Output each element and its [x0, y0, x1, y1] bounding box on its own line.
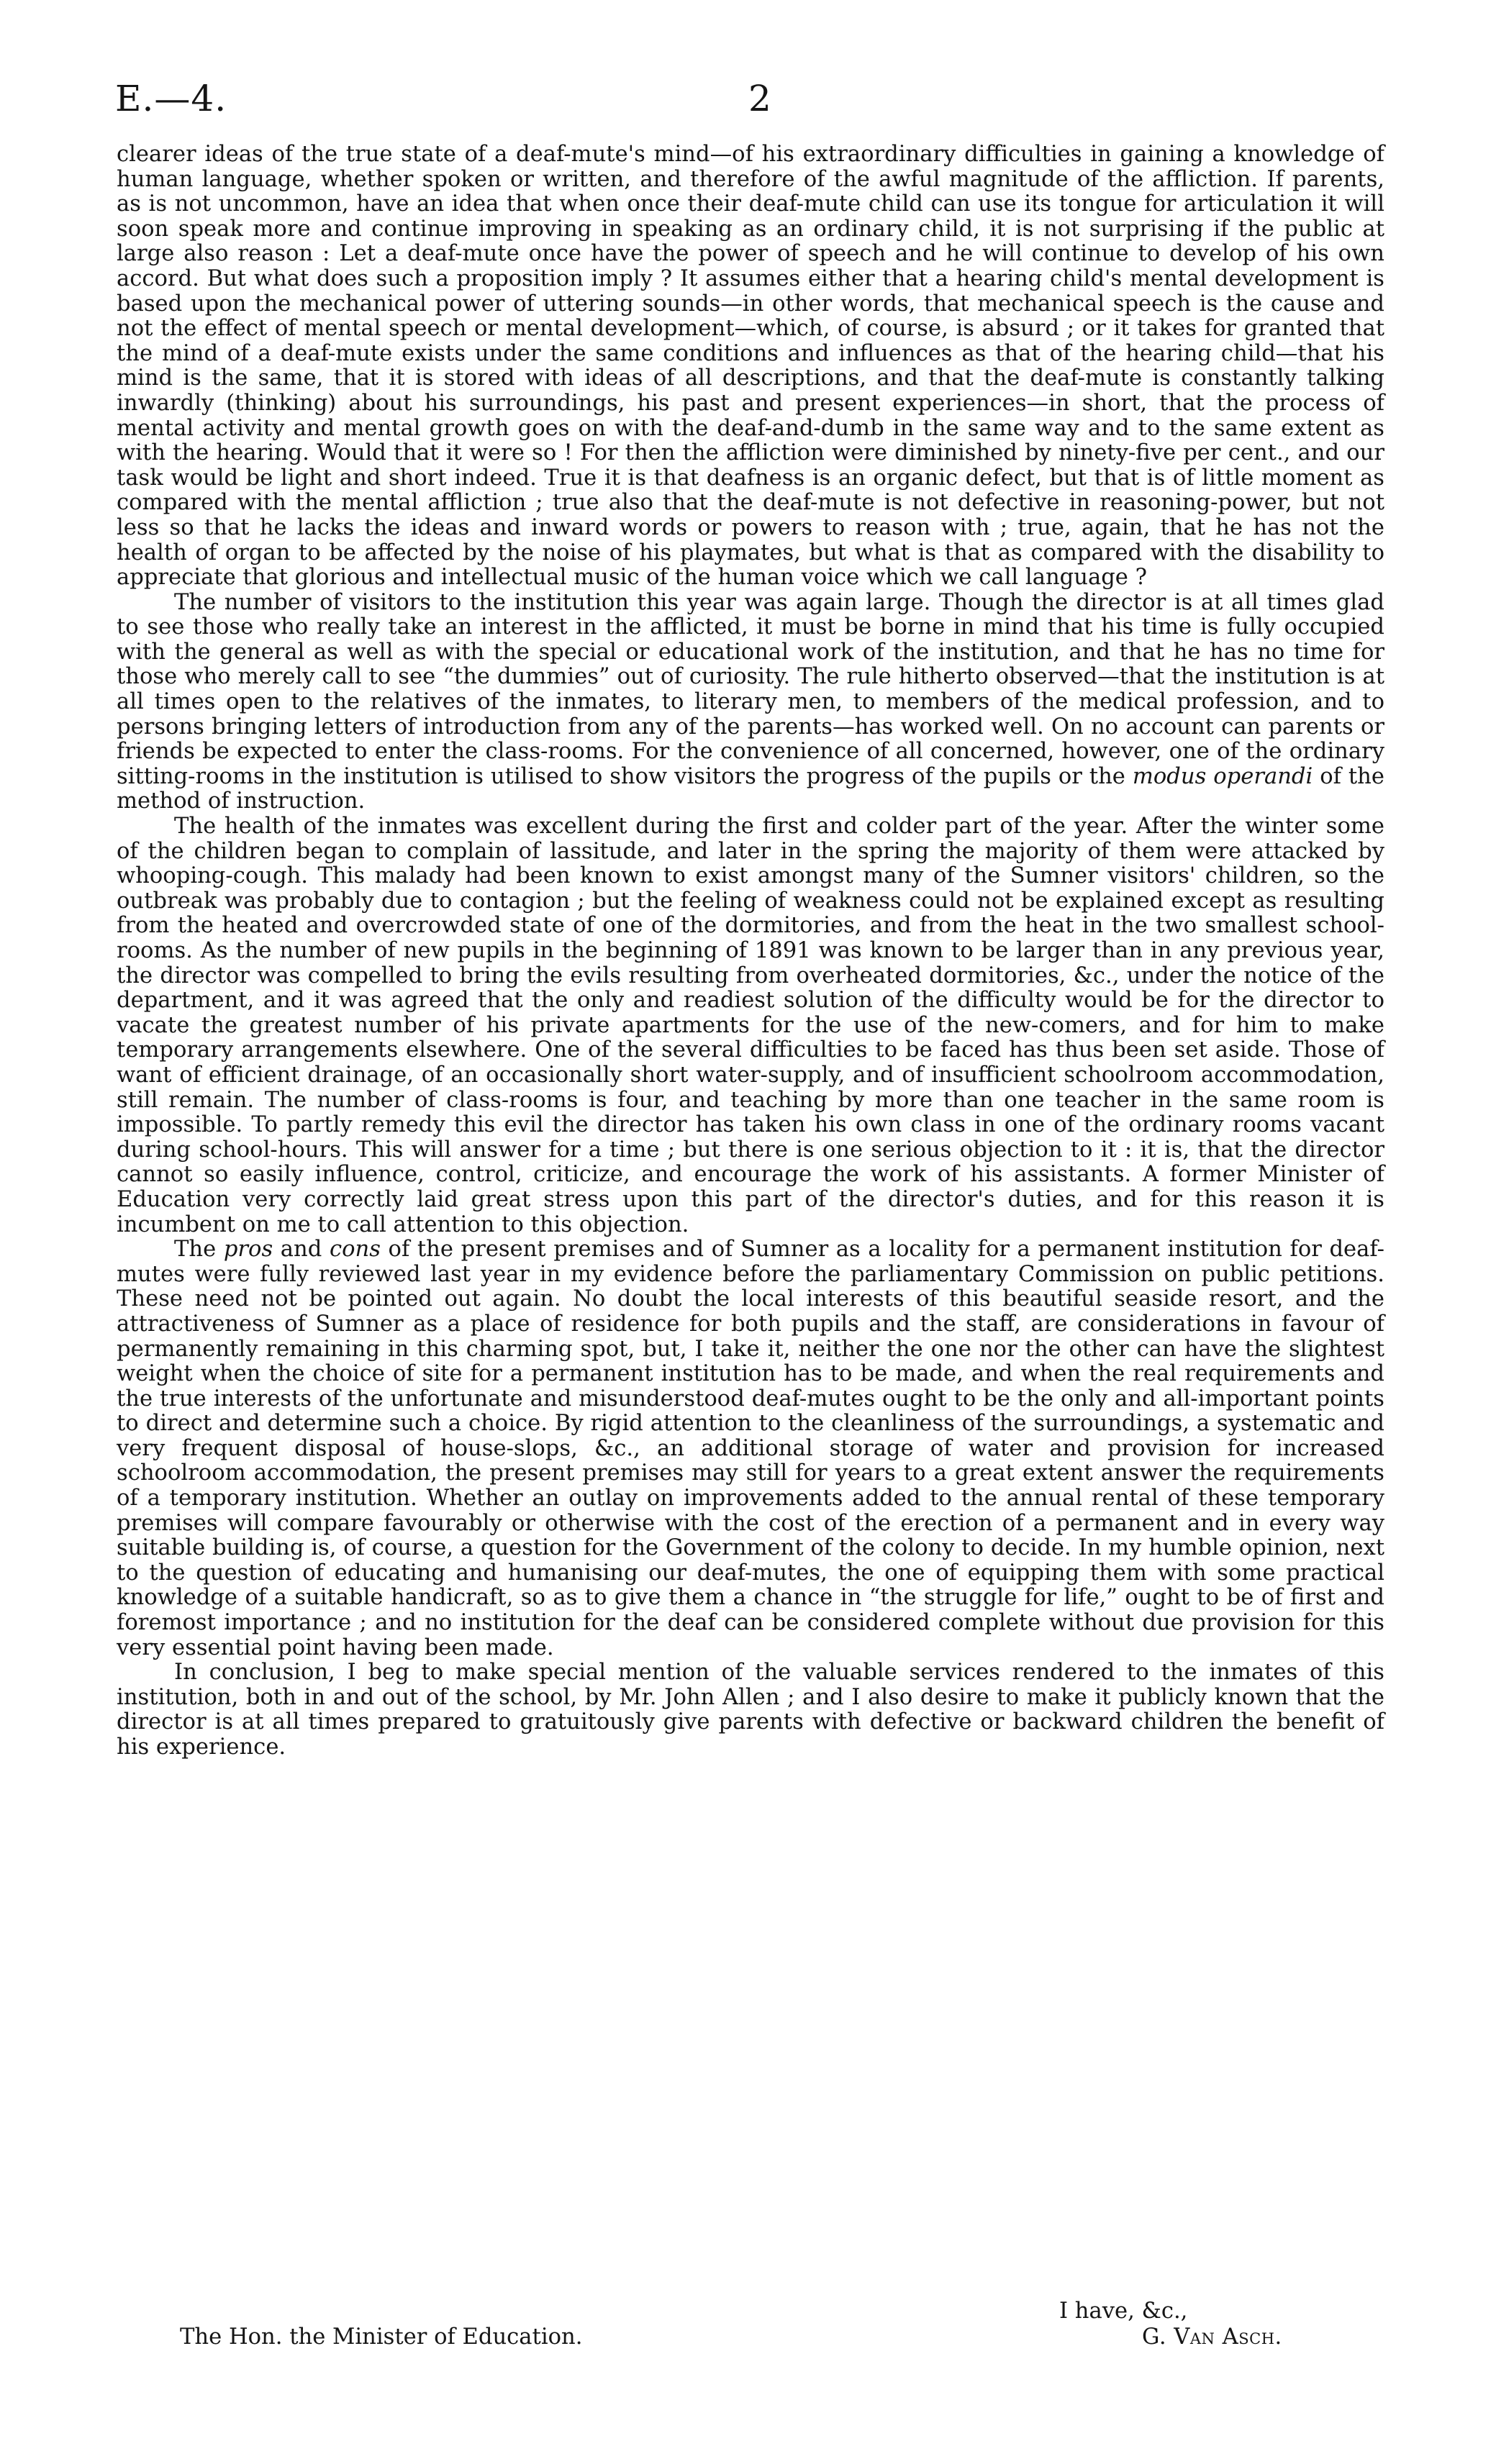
- paragraph-health: The health of the inmates was excellent during the first and colder part of the year. After the winter some of the children began to complain of lassitude, and later in the spring the majority of them were attacked by whooping-cough. This malady had been known to exist amongst many of the Sumner visitors' children, so the outbreak was probably due to contagion ; but the feeling of weakness could not be explained except as resulting from the heated and overcrowded state of one of the dormitories, and from the heat in the two smallest school-rooms. As the number of new pupils in the beginning of 1891 was known to be larger than in any previous year, the director was compelled to bring the evils resulting from overheated dormitories, &c., under the notice of the department, and it was agreed that the only and readiest solution of the difficulty would be for the director to vacate the greatest number of his private apartments for the use of the new-comers, and for him to make temporary arrangements elsewhere. One of the several difficulties to be faced has thus been set aside. Those of want of efficient drainage, of an occasionally short water-supply, and of insufficient schoolroom accommodation, still remain. The number of class-rooms is four, and teaching by more than one teacher in the same room is impossible. To partly remedy this evil the director has taken his own class in one of the ordinary rooms vacant during school-hours. This will answer for a time ; but there is one serious objection to it : it is, that the director cannot so easily influence, control, criticize, and encourage the work of his assistants. A former Minister of Education very correctly laid great stress upon this part of the director's duties, and for this reason it is incumbent on me to call attention to this objection.: [117, 814, 1384, 1237]
- addressee: The Hon. the Minister of Education.: [180, 2324, 583, 2350]
- letter-body: [117, 142, 1384, 1760]
- paragraph-visitors: The number of visitors to the institution this year was again large. Though the director is at all times glad to see those who really take an interest in the afflicted, it must be borne in mind that his time is fully occupied with the general as well as with the special or educational work of the institution, and that he has no time for those who merely call to see “the dummies” out of curiosity. The rule hitherto observed—that the institution is at all times open to the relatives of the inmates, to literary men, to members of the medical profession, and to persons bringing letters of introduction from any of the parents—has worked well. On no account can parents or friends be expected to enter the class-rooms. For the convenience of all concerned, however, one of the ordinary sitting-rooms in the institution is utilised to show visitors the progress of the pupils or the modus operandi of the method of instruction.: [117, 589, 1384, 814]
- complimentary-close: I have, &c.,: [1059, 2299, 1188, 2324]
- paragraph-deaf-mute-mind: clearer ideas of the true state of a deaf-mute's mind—of his extraordinary difficulties in gaining a knowledge of human language, whether spoken or written, and therefore of the awful magnitude of the affliction. If parents, as is not uncommon, have an idea that when once their deaf-mute child can use its tongue for articulation it will soon speak more and continue improving in speaking as an ordinary child, it is not surprising if the public at large also reason : Let a deaf-mute once have the power of speech and he will continue to develop of his own accord. But what does such a proposition imply ? It assumes either that a hearing child's mental development is based upon the mechanical power of uttering sounds—in other words, that mechanical speech is the cause and not the effect of mental speech or mental development—which, of course, is absurd ; or it takes for granted that the mind of a deaf-mute exists under the same conditions and influences as that of the hearing child—that his mind is the same, that it is stored with ideas of all descriptions, and that the deaf-mute is constantly talking inwardly (thinking) about his surroundings, his past and present experiences—in short, that the process of mental activity and mental growth goes on with the deaf-and-dumb in the same way and to the same extent as with the hearing. Would that it were so ! For then the affliction were diminished by ninety-five per cent., and our task would be light and short indeed. True it is that deafness is an organic defect, but that is of little moment as compared with the mental affliction ; true also that the deaf-mute is not defective in reasoning-power, but not less so that he lacks the ideas and inward words or powers to reason with ; true, again, that he has not the health of organ to be affected by the noise of his playmates, but what is that as compared with the disability to appreciate that glorious and intellectual music of the human voice which we call language ?: [117, 142, 1384, 591]
- signature: G. Van Asch.: [1142, 2324, 1282, 2350]
- document-reference: E.—4.: [115, 78, 227, 119]
- page-number: 2: [748, 78, 772, 119]
- paragraph-premises: The pros and cons of the present premises and of Sumner as a locality for a permanent institution for deaf-mutes were fully reviewed last year in my evidence before the parliamentary Commission on public petitions. These need not be pointed out again. No doubt the local interests of this beautiful seaside resort, and the attractiveness of Sumner as a place of residence for both pupils and the staff, are considerations in favour of permanently remaining in this charming spot, but, I take it, neither the one nor the other can have the slightest weight when the choice of site for a permanent institution has to be made, and when the real requirements and the true interests of the unfortunate and misunderstood deaf-mutes ought to be the only and all-important points to direct and determine such a choice. By rigid attention to the cleanliness of the surroundings, a systematic and very frequent disposal of house-slops, &c., an additional storage of water and provision for increased schoolroom accommodation, the present premises may still for years to a great extent answer the requirements of a temporary institution. Whether an outlay on improvements added to the annual rental of these temporary premises will compare favourably or otherwise with the cost of the erection of a permanent and in every way suitable building is, of course, a question for the Government of the colony to decide. In my humble opinion, next to the question of educating and humanising our deaf-mutes, the one of equipping them with some practical knowledge of a suitable handicraft, so as to give them a chance in “the struggle for life,” ought to be of first and foremost importance ; and no institution for the deaf can be considered complete without due provision for this very essential point having been made.: [117, 1237, 1384, 1660]
- paragraph-conclusion: In conclusion, I beg to make special mention of the valuable services rendered to the inmates of this institution, both in and out of the school, by Mr. John Allen ; and I also desire to make it publicly known that the director is at all times prepared to gratuitously give parents with defective or backward children the benefit of his experience.: [117, 1660, 1384, 1760]
